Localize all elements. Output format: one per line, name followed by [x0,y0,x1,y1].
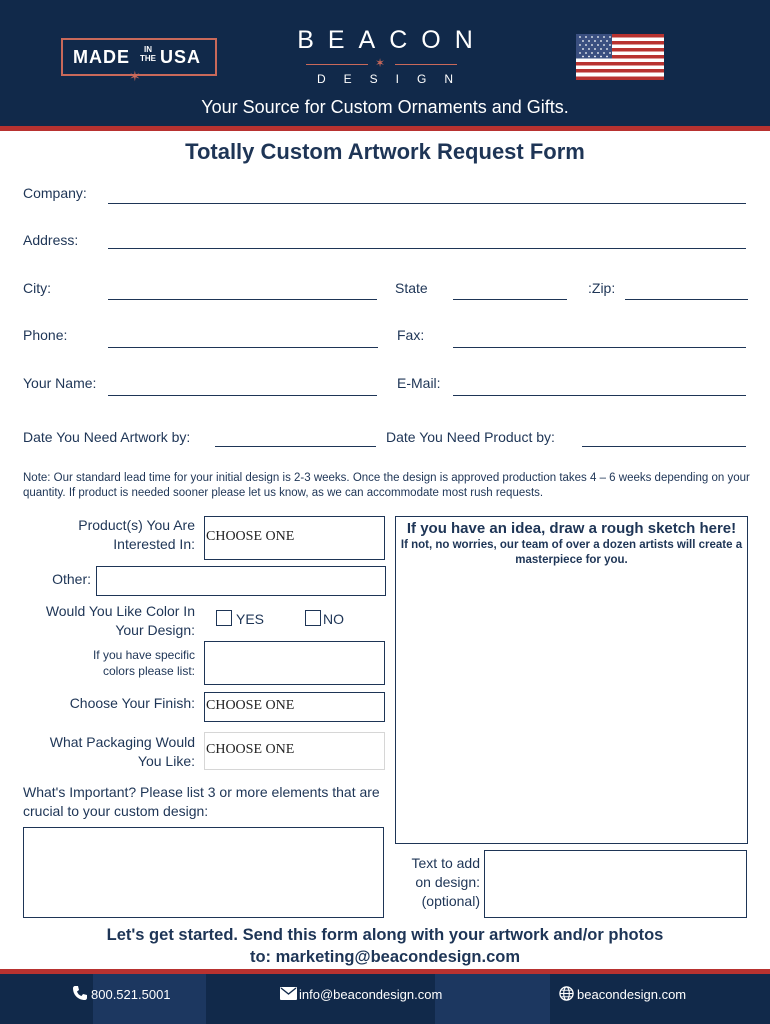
yes-checkbox[interactable] [216,610,232,626]
globe-icon [559,986,574,1001]
city-label: City: [23,280,51,296]
date-artwork-label: Date You Need Artwork by: [23,429,191,445]
products-select[interactable] [204,516,385,560]
lead-time-note: Note: Our standard lead time for your initial design is 2-3 weeks. Once the design is approved production takes 4 – 6 weeks depending on your quantity. If product is needed sooner please let us know, as we can accommodate most rush requests. [23,472,750,499]
star-icon: ✶ [129,68,141,84]
badge-made: MADE [73,47,130,67]
zip-field[interactable] [625,299,748,300]
form-title: Totally Custom Artwork Request Form [185,139,585,164]
badge-usa: USA [160,47,202,67]
color-label: Would You Like Color In Your Design: [45,603,195,638]
us-flag-icon [576,34,664,80]
address-field[interactable] [108,248,746,249]
no-checkbox[interactable] [305,610,321,626]
colors-list-input[interactable] [204,641,385,685]
badge-in-the: IN THE [140,45,156,63]
yes-label: YES [236,611,265,627]
packaging-label: What Packaging Would You Like: [49,734,195,769]
date-product-field[interactable] [582,446,746,447]
call-to-action [0,924,770,968]
packaging-select[interactable] [204,732,385,770]
other-label: Other: [52,571,91,587]
phone-field[interactable] [108,347,378,348]
brand-subtitle: DESIGN [316,72,471,86]
brand-divider-left [306,64,368,65]
other-input[interactable] [96,566,386,596]
text-to-add-input[interactable] [484,850,747,918]
tagline: Your Source for Custom Ornaments and Gifts. [201,97,569,117]
header-red-stripe [0,126,770,131]
phone-icon [72,985,88,1001]
important-input[interactable] [23,827,384,918]
footer-phone[interactable]: 800.521.5001 [91,987,171,1002]
no-label: NO [323,611,344,627]
brand-name: BEACON [297,26,487,54]
footer-panel [435,974,550,1024]
fax-label: Fax: [397,327,425,343]
products-select-value: CHOOSE ONE [206,529,295,544]
footer-email[interactable]: info@beacondesign.com [299,987,443,1002]
company-label: Company: [23,185,87,201]
mail-icon [280,987,297,1000]
packaging-select-value: CHOOSE ONE [206,742,295,757]
city-field[interactable] [108,299,377,300]
your-name-field[interactable] [108,395,377,396]
sketch-subtitle: If not, no worries, our team of over a dozen artists will create a masterpiece for you. [400,539,743,566]
sketch-title: If you have an idea, draw a rough sketch here! [406,520,737,537]
brand-divider-right [395,64,457,65]
finish-select-value: CHOOSE ONE [206,698,295,713]
finish-select[interactable] [204,692,385,722]
email-field[interactable] [453,395,746,396]
cta-line-2: to: marketing@beacondesign.com [249,948,521,966]
cta-line-1: Let's get started. Send this form along with your artwork and/or photos [106,926,664,944]
zip-label: :Zip: [588,280,616,296]
finish-label: Choose Your Finish: [69,695,195,711]
date-product-label: Date You Need Product by: [386,429,555,445]
important-label: What's Important? Please list 3 or more elements that are crucial to your custom design: [23,784,380,819]
text-to-add-label: Text to add on design: (optional) [411,855,480,909]
colors-list-label: If you have specific colors please list: [92,648,195,678]
state-label: State [395,280,428,296]
products-label: Product(s) You Are Interested In: [78,517,195,552]
date-artwork-field[interactable] [215,446,376,447]
phone-label: Phone: [23,327,68,343]
state-field[interactable] [453,299,567,300]
company-field[interactable] [108,203,746,204]
fax-field[interactable] [453,347,746,348]
footer-website[interactable]: beacondesign.com [577,987,687,1002]
star-icon: ✶ [375,56,386,70]
address-label: Address: [23,232,79,248]
email-label: E-Mail: [397,375,441,391]
your-name-label: Your Name: [23,375,97,391]
